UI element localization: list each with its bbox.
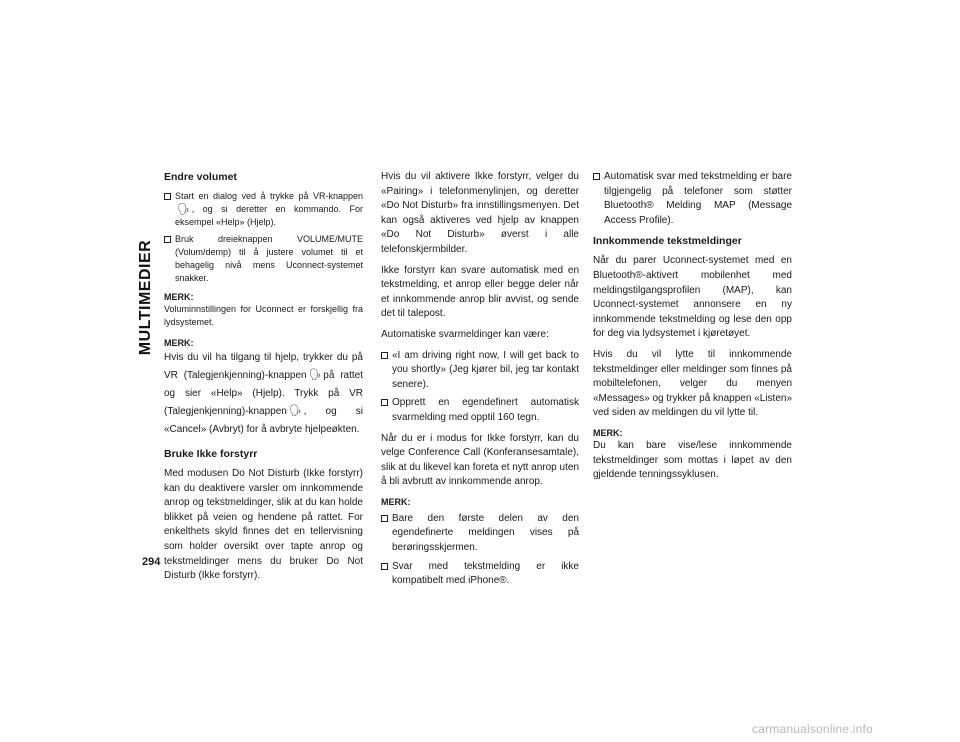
paragraph: Når du parer Uconnect-systemet med en Bluetooth®-aktivert mobilenhet med meldingstilgangsprofilen (MAP), kan Uconnect-systemet annonsere en ny innkommende tekstmelding og lese den opp for deg via lydsystemet i kjøretøyet. — [593, 255, 792, 340]
voice-recognition-icon: 🗣︎ — [308, 369, 322, 382]
list-item: Automatisk svar med tekstmelding er bare tilgjengelig på telefoner som støtter Bluetooth® Melding MAP (Message Access Profile). — [593, 170, 792, 228]
page-number: 294 — [142, 556, 161, 568]
checkbox-bullet-icon — [381, 399, 388, 406]
watermark-footer: carmanualsonline.info — [752, 722, 873, 736]
bullet-list — [381, 349, 579, 426]
column-3 — [593, 170, 792, 489]
voice-recognition-icon: 🗣︎ — [288, 405, 302, 418]
list-item: Bruk dreieknappen VOLUME/MUTE (Volum/demp) til å justere volumet til et behagelig nivå mens Uconnect-systemet snakker. — [164, 233, 363, 285]
note-text: Voluminnstillingen for Uconnect er forskjellig fra lydsystemet. — [164, 304, 363, 327]
paragraph: Med modusen Do Not Disturb (Ikke forstyrr) kan du deaktivere varsler om innkommende anrop og tekstmeldinger, slik at du kan holde blikket på veien og hendene på rattet. For enkelthets skyld finnes det en tellervisning som holder oversikt over tapte anrop og tekstmeldinger mens du bruker Do Not Disturb (Ikke forstyrr). — [164, 468, 363, 582]
paragraph: Ikke forstyrr kan svare automatisk med en tekstmelding, et anrop eller begge deler når et innkommende anrop blir avvist, og sende det til talepost. — [381, 264, 579, 320]
paragraph: Hvis du vil lytte til innkommende tekstmeldinger eller meldinger som finnes på mobiltelefonen, velger du menyen «Messages» og trykker på knappen «Listen» ved siden av meldingen du vil lytte til. — [593, 348, 793, 419]
note-label: MERK: — [381, 496, 411, 507]
section-title: MULTIMEDIER — [137, 239, 154, 356]
list-item: Bare den første delen av den egendefinerte meldingen vises på berøringsskjermen. — [381, 512, 579, 556]
note-text: Hvis du vil ha tilgang til hjelp, trykker du på VR (Talegjenkjenning)-knappen 🗣︎ på rattet og sier «Help» (Hjelp). Trykk på VR (Talegjenkjenning)-knappen 🗣︎ , og si «Cancel» (Avbryt) for å avbryte hjelpeøkten. — [164, 352, 363, 435]
note-label: MERK: — [164, 338, 194, 348]
list-item: Svar med tekstmelding er ikke kompatibelt med iPhone®. — [381, 560, 579, 589]
section-side-tab — [134, 170, 158, 425]
bullet-list — [164, 190, 363, 285]
checkbox-bullet-icon — [164, 236, 171, 243]
checkbox-bullet-icon — [381, 515, 388, 522]
list-item: Opprett en egendefinert automatisk svarmelding med opptil 160 tegn. — [381, 396, 579, 425]
paragraph: Hvis du vil aktivere Ikke forstyrr, velger du «Pairing» i telefonmenylinjen, og deretter «Do Not Disturb» fra innstillingsmenyen. Det kan også aktiveres ved hjelp av knappen «Do Not Disturb» øverst i alle telefonskjermbilder. — [381, 171, 579, 255]
paragraph: Automatiske svarmeldinger kan være: — [381, 328, 549, 340]
heading-bruke-ikke-forstyrr: Bruke Ikke forstyrr — [164, 448, 258, 460]
bullet-list — [381, 512, 579, 589]
note-label: MERK: — [593, 427, 623, 438]
checkbox-bullet-icon — [593, 173, 600, 180]
list-item: «I am driving right now, I will get back to you shortly» (Jeg kjører bil, jeg tar kontakt senere). — [381, 349, 579, 393]
checkbox-bullet-icon — [381, 352, 388, 359]
list-item: Start en dialog ved å trykke på VR-knappen🗣︎ , og si deretter en kommando. For eksempel «Help» (Hjelp). — [164, 190, 363, 229]
heading-endre-volumet: Endre volumet — [164, 171, 237, 183]
voice-recognition-icon: 🗣︎ — [177, 203, 190, 216]
checkbox-bullet-icon — [164, 193, 171, 200]
checkbox-bullet-icon — [381, 563, 388, 570]
note-label: MERK: — [164, 292, 194, 302]
column-1 — [164, 170, 363, 590]
bullet-list — [593, 170, 792, 228]
column-2 — [381, 170, 579, 595]
heading-innkommende-tekstmeldinger: Innkommende tekstmeldinger — [593, 235, 742, 248]
note-text: Du kan bare vise/lese innkommende tekstmeldinger som mottas i løpet av den gjeldende tenningssyklusen. — [593, 439, 792, 481]
paragraph: Når du er i modus for Ikke forstyrr, kan du velge Conference Call (Konferansesamtale), slik at du likevel kan foreta et nytt anrop uten å bli avbrutt av innkommende anrop. — [381, 432, 579, 488]
